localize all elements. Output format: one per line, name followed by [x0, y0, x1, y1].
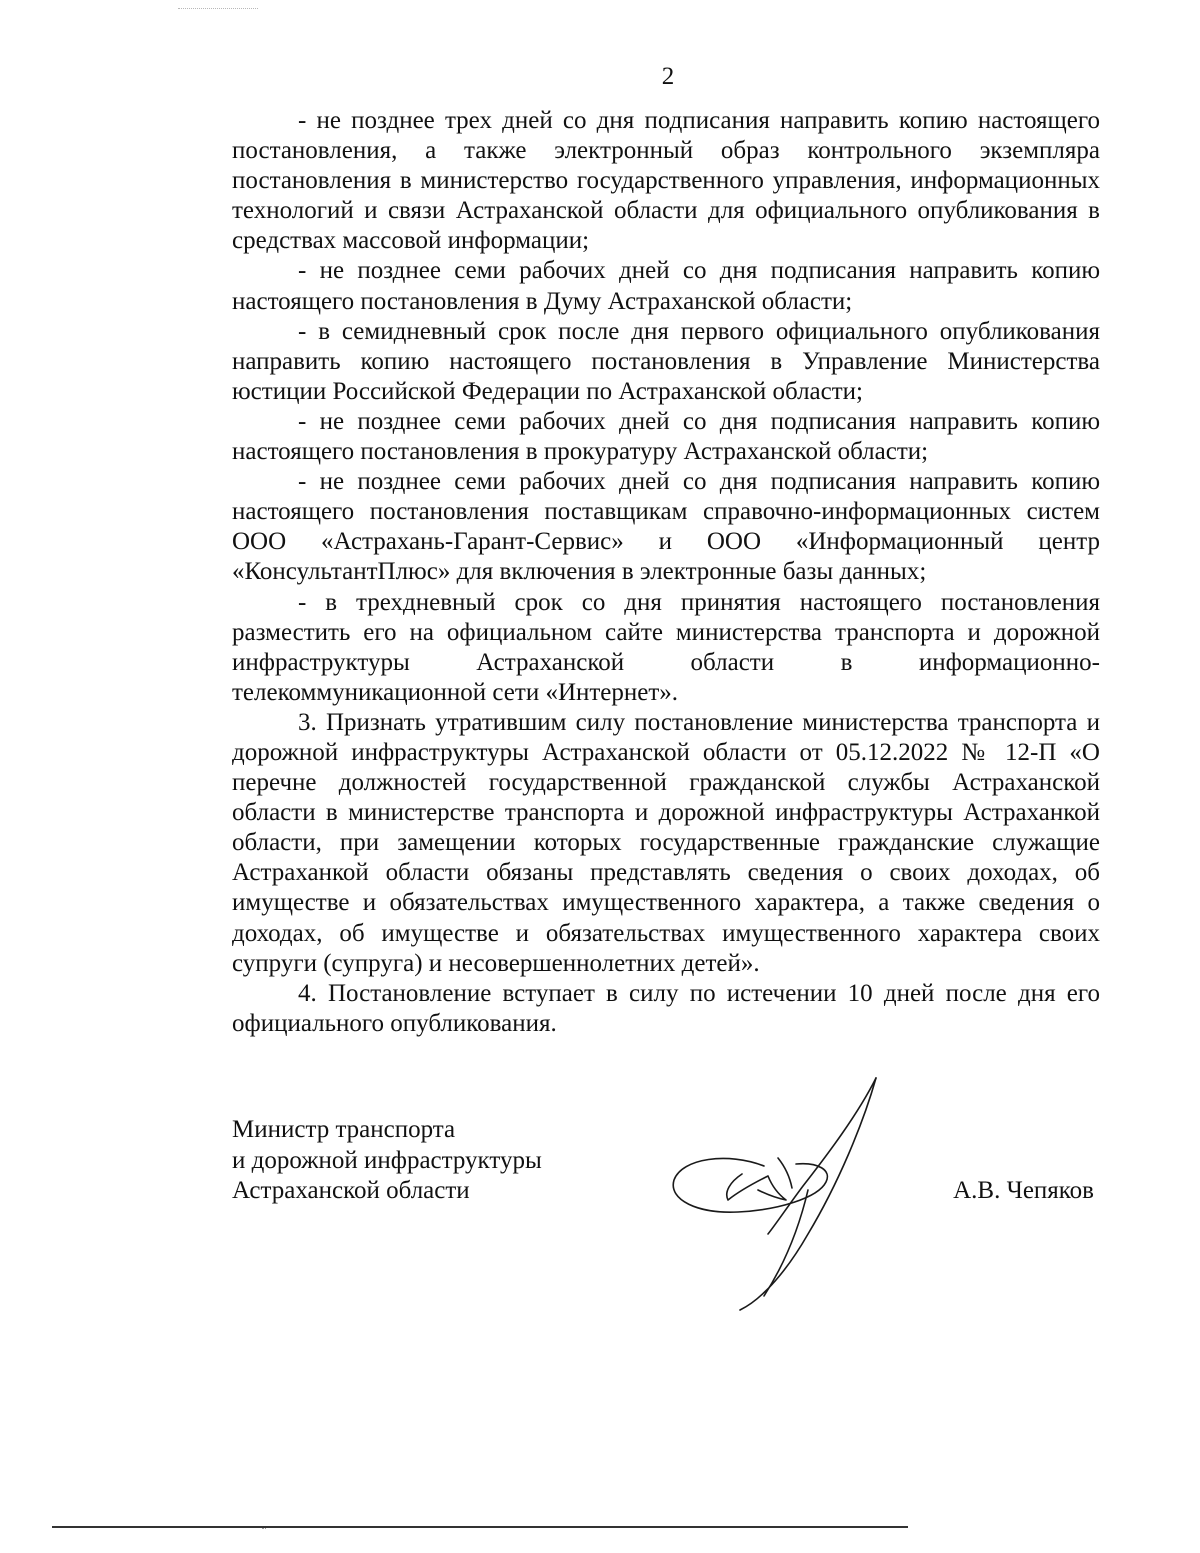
- paragraph-publish-on-website: - в трехдневный срок со дня принятия настоящего постановления разместить его на официальном сайте министерства транспорта и дорожной инфраструктуры Астраханской области в информационно-телекоммуникационной сети «Интернет».: [232, 588, 1100, 706]
- signatory-position: [232, 1115, 542, 1207]
- footer-rule: [52, 1526, 908, 1528]
- signatory-name: А.В. Чепяков: [953, 1177, 1094, 1204]
- signatory-position-line: Министр транспорта: [232, 1116, 456, 1143]
- paragraph-copy-to-ministry: - не позднее трех дней со дня подписания направить копию настоящего постановления, а также электронный образ контрольного экземпляра постановления в министерство государственного управления, информационных технологий и связи Астраханской области для официального опубликования в средствах массовой информации;: [232, 107, 1100, 255]
- scan-artifact: [178, 8, 258, 13]
- paragraph-item-4-effective: 4. Постановление вступает в силу по истечении 10 дней после дня его официального опубликования.: [232, 979, 1100, 1037]
- paragraph-copy-to-duma: - не позднее семи рабочих дней со дня подписания направить копию настоящего постановления в Думу Астраханской области;: [232, 257, 1100, 315]
- paragraph-copy-to-justice: - в семидневный срок после дня первого официального опубликования направить копию настоящего постановления в Управление Министерства юстиции Российской Федерации по Астраханской области;: [232, 317, 1100, 405]
- document-body: [232, 106, 1100, 1039]
- page-number: 2: [661, 63, 675, 90]
- paragraph-item-3-repeal: 3. Признать утратившим силу постановление министерства транспорта и дорожной инфраструктуры Астраханской области от 05.12.2022 № 12-П «О перечне должностей государственной гражданской службы Астраханской области в министерстве транспорта и дорожной инфраструктуры Астраханкой области, при замещении которых государственные гражданские служащие Астраханкой области обязаны представлять сведения о своих доходах, об имуществе и обязательствах имущественного характера, а также сведения о доходах, об имуществе и обязательствах имущественного характера своих супруги (супруга) и несовершеннолетних детей».: [232, 708, 1100, 977]
- paragraph-copy-to-legal-systems: - не позднее семи рабочих дней со дня подписания направить копию настоящего постановления поставщикам справочно-информационных систем ООО «Астрахань-Гарант-Сервис» и ООО «Информационный центр «КонсультантПлюс» для включения в электронные базы данных;: [232, 468, 1100, 586]
- signatory-position-line: и дорожной инфраструктуры: [232, 1146, 542, 1174]
- paragraph-copy-to-prosecutor: - не позднее семи рабочих дней со дня подписания направить копию настоящего постановления в прокуратуру Астраханской области;: [232, 407, 1100, 466]
- signatory-position-line: Астраханской области: [232, 1177, 470, 1204]
- scan-artifact: [262, 1528, 266, 1533]
- handwritten-signature: [668, 1074, 888, 1314]
